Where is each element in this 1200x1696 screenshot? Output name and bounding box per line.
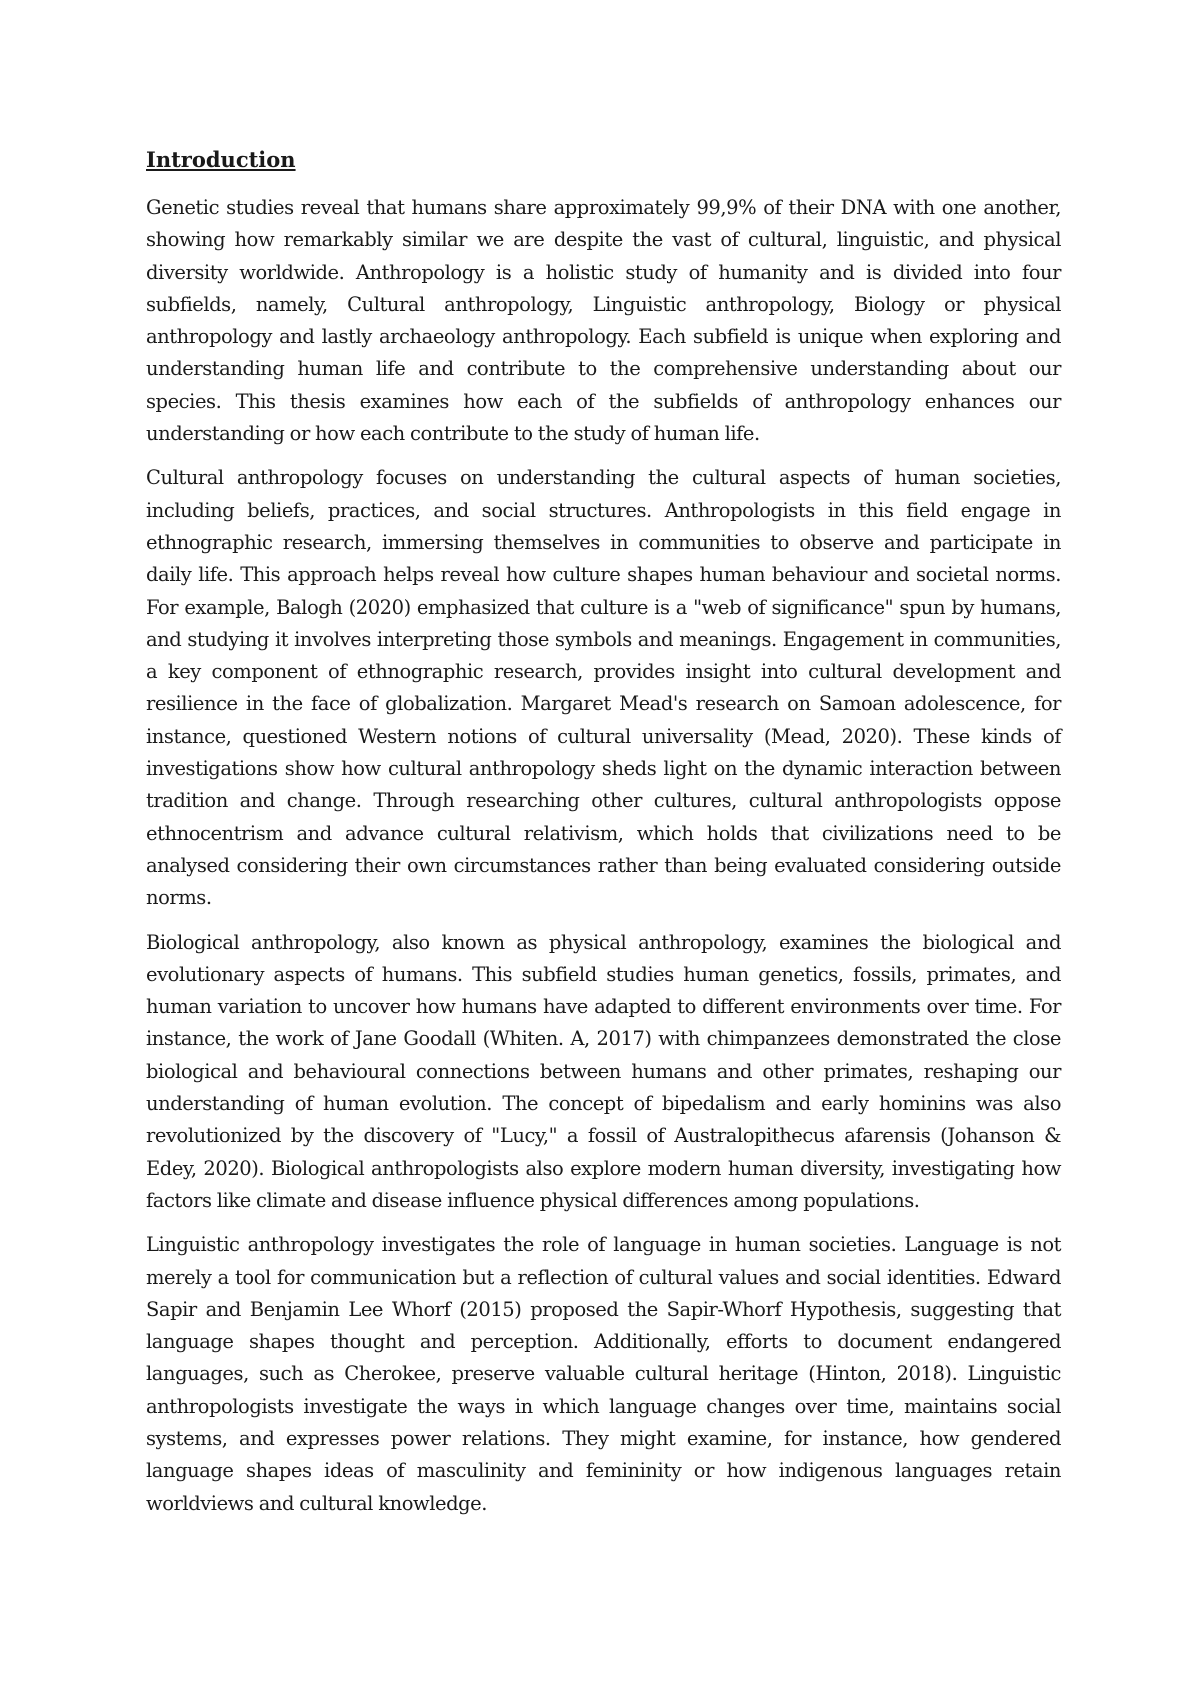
- paragraph-intro: Genetic studies reveal that humans share approximately 99,9% of their DNA with one another, showing how remarkably similar we are despite the vast of cultural, linguistic, and physical diversity worldwide. Anthropology is a holistic study of humanity and is divided into four subfields, namely, Cultural anthropology, Linguistic anthropology, Biology or physical anthropology and lastly archaeology anthropology. Each subfield is unique when exploring and understanding human life and contribute to the comprehensive understanding about our species. This thesis examines how each of the subfields of anthropology enhances our understanding or how each contribute to the study of human life.: [146, 196, 1061, 446]
- paragraph-biological-anthropology: Biological anthropology, also known as physical anthropology, examines the biological and evolutionary aspects of humans. This subfield studies human genetics, fossils, primates, and human variation to uncover how humans have adapted to different environments over time. For instance, the work of Jane Goodall (Whiten. A, 2017) with chimpanzees demonstrated the close biological and behavioural connections between humans and other primates, reshaping our understanding of human evolution. The concept of bipedalism and early hominins was also revolutionized by the discovery of "Lucy," a fossil of Australopithecus afarensis (Johanson & Edey, 2020). Biological anthropologists also explore modern human diversity, investigating how factors like climate and disease influence physical differences among populations.: [146, 930, 1061, 1212]
- paragraph-linguistic-anthropology: Linguistic anthropology investigates the role of language in human societies. Language is not merely a tool for communication but a reflection of cultural values and social identities. Edward Sapir and Benjamin Lee Whorf (2015) proposed the Sapir-Whorf Hypothesis, suggesting that language shapes thought and perception. Additionally, efforts to document endangered languages, such as Cherokee, preserve valuable cultural heritage (Hinton, 2018). Linguistic anthropologists investigate the ways in which language changes over time, maintains social systems, and expresses power relations. They might examine, for instance, how gendered language shapes ideas of masculinity and femininity or how indigenous languages retain worldviews and cultural knowledge.: [146, 1233, 1061, 1515]
- section-heading: Introduction: [146, 147, 296, 172]
- paragraph-cultural-anthropology: Cultural anthropology focuses on understanding the cultural aspects of human societies, including beliefs, practices, and social structures. Anthropologists in this field engage in ethnographic research, immersing themselves in communities to observe and participate in daily life. This approach helps reveal how culture shapes human behaviour and societal norms. For example, Balogh (2020) emphasized that culture is a "web of significance" spun by humans, and studying it involves interpreting those symbols and meanings. Engagement in communities, a key component of ethnographic research, provides insight into cultural development and resilience in the face of globalization. Margaret Mead's research on Samoan adolescence, for instance, questioned Western notions of cultural universality (Mead, 2020). These kinds of investigations show how cultural anthropology sheds light on the dynamic interaction between tradition and change. Through researching other cultures, cultural anthropologists oppose ethnocentrism and advance cultural relativism, which holds that civilizations need to be analysed considering their own circumstances rather than being evaluated considering outside norms.: [146, 466, 1061, 910]
